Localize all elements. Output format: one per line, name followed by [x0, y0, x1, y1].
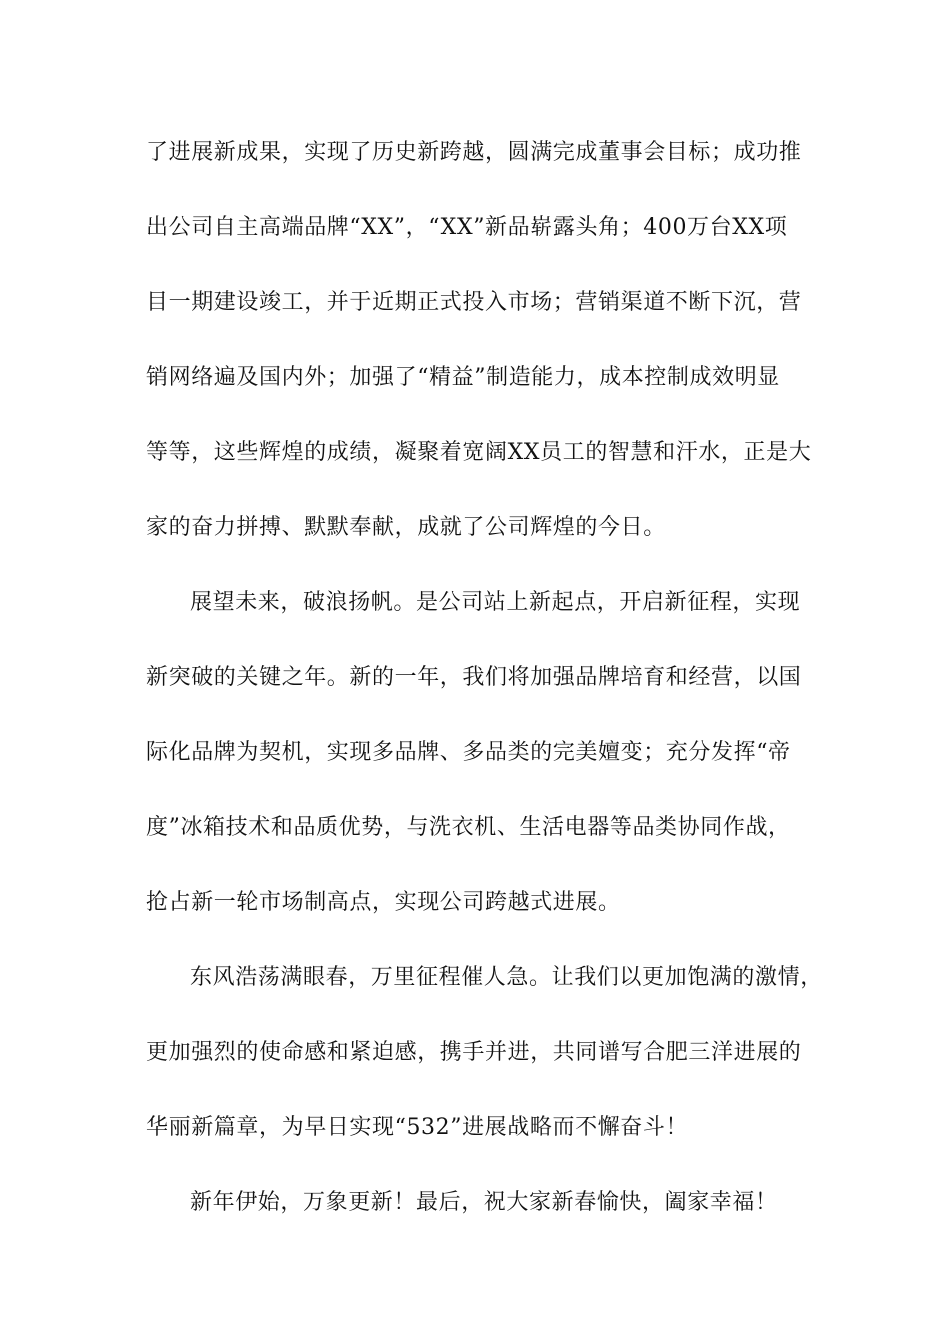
text-line: 度”冰箱技术和品质优势，与洗衣机、生活电器等品类协同作战， — [146, 815, 791, 840]
text-line: 了进展新成果，实现了历史新跨越，圆满完成董事会目标；成功推 — [146, 140, 802, 165]
text-line: 抢占新一轮市场制高点，实现公司跨越式进展。 — [146, 890, 621, 915]
text-line: 目一期建设竣工，并于近期正式投入市场；营销渠道不断下沉，营 — [146, 290, 802, 315]
text-line: 销网络遍及国内外；加强了“精益”制造能力，成本控制成效明显 — [146, 365, 780, 390]
text-line: 出公司自主高端品牌“XX”，“XX”新品崭露头角；400万台XX项 — [146, 215, 788, 240]
text-line: 新突破的关键之年。新的一年，我们将加强品牌培育和经营，以国 — [146, 665, 802, 690]
text-line: 际化品牌为契机，实现多品牌、多品类的完美嬗变；充分发挥“帝 — [146, 740, 791, 765]
body-text — [146, 133, 823, 1258]
paragraph-start-line: 展望未来，破浪扬帆。是公司站上新起点，开启新征程，实现 — [190, 590, 801, 615]
text-line: 等等，这些辉煌的成绩，凝聚着宽阔XX员工的智慧和汗水，正是大 — [146, 440, 812, 465]
text-line: 家的奋力拼搏、默默奉献，成就了公司辉煌的今日。 — [146, 515, 666, 540]
text-line: 华丽新篇章，为早日实现“532”进展战略而不懈奋斗！ — [146, 1115, 689, 1140]
paragraph-start-line: 东风浩荡满眼春，万里征程催人急。让我们以更加饱满的激情， — [190, 965, 823, 990]
text-line: 更加强烈的使命感和紧迫感，携手并进，共同谱写合肥三洋进展的 — [146, 1040, 802, 1065]
paragraph-start-line: 新年伊始，万象更新！最后，祝大家新春愉快，阖家幸福！ — [190, 1190, 778, 1215]
